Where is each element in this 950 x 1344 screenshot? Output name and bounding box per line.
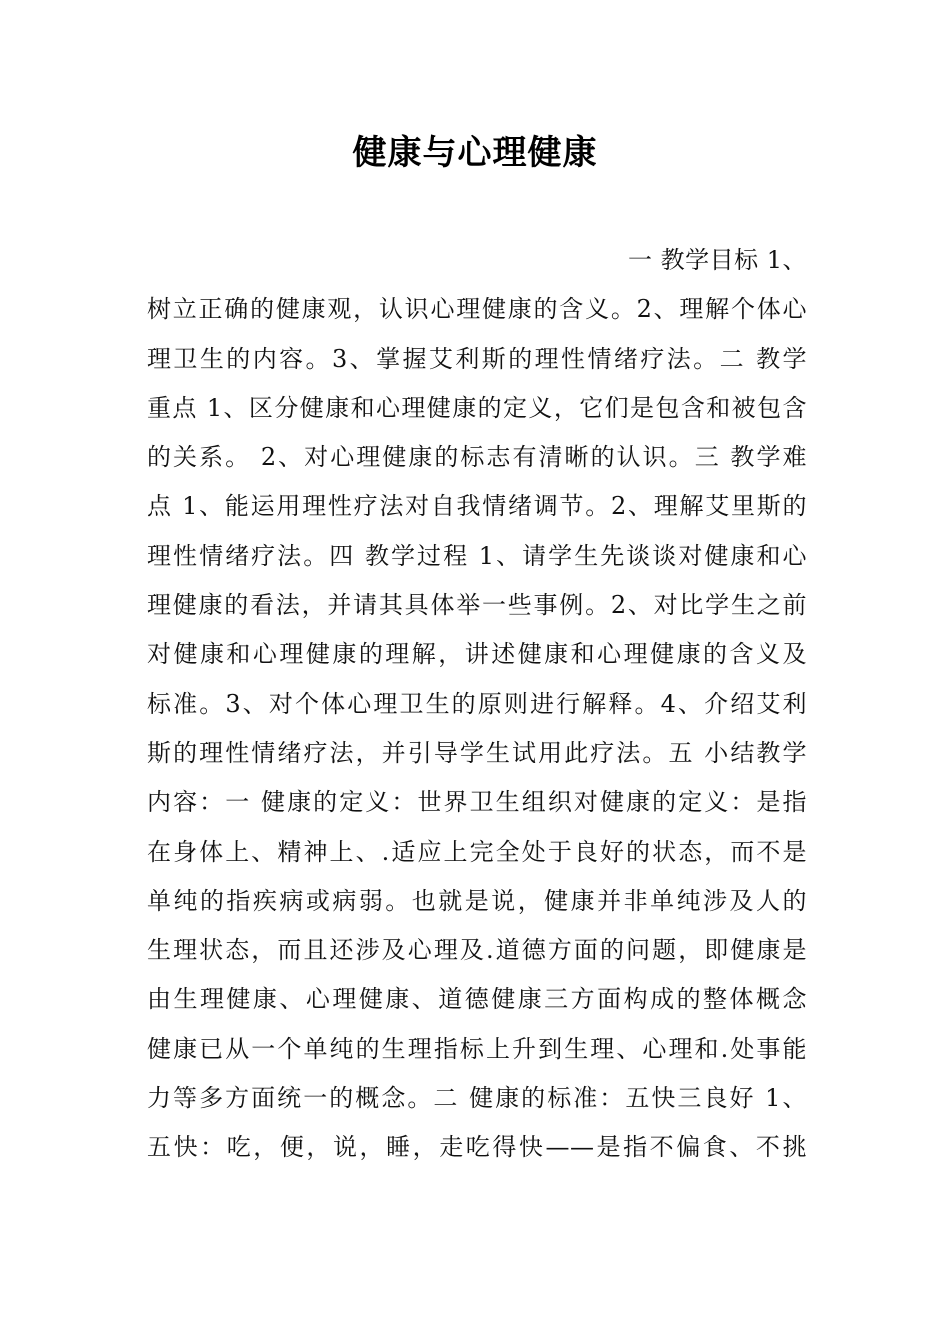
body-line: 健康已从一个单纯的生理指标上升到生理、心理和.处事能 xyxy=(147,1034,807,1063)
body-line: 对健康和心理健康的理解，讲述健康和心理健康的含义及 xyxy=(147,640,807,669)
body-line: 理卫生的内容。3、掌握艾利斯的理性情绪疗法。二 教学 xyxy=(147,344,807,373)
body-line: 重点 1、区分健康和心理健康的定义，它们是包含和被包含 xyxy=(147,393,807,422)
body-line: 由生理健康、心理健康、道德健康三方面构成的整体概念 xyxy=(147,985,807,1014)
body-line: 理健康的看法，并请其具体举一些事例。2、对比学生之前 xyxy=(147,591,807,620)
body-line: 力等多方面统一的概念。二 健康的标准：五快三良好 1、 xyxy=(147,1084,807,1113)
body-line: 标准。3、对个体心理卫生的原则进行解释。4、介绍艾利 xyxy=(147,689,807,718)
body-line: 树立正确的健康观，认识心理健康的含义。2、理解个体心 xyxy=(147,295,807,324)
body-line: 生理状态，而且还涉及心理及.道德方面的问题，即健康是 xyxy=(147,936,807,965)
body-line: 单纯的指疾病或病弱。也就是说，健康并非单纯涉及人的 xyxy=(147,886,807,915)
body-line: 点 1、能运用理性疗法对自我情绪调节。2、理解艾里斯的 xyxy=(147,492,807,521)
body-line: 一 教学目标 1、 xyxy=(627,246,807,274)
body-line: 理性情绪疗法。四 教学过程 1、请学生先谈谈对健康和心 xyxy=(147,541,807,570)
body-line: 的关系。 2、对心理健康的标志有清晰的认识。三 教学难 xyxy=(147,443,807,472)
body-line: 内容：一 健康的定义：世界卫生组织对健康的定义：是指 xyxy=(147,788,807,817)
body-line: 在身体上、精神上、.适应上完全处于良好的状态，而不是 xyxy=(147,837,807,866)
body-line: 五快：吃，便，说，睡，走吃得快——是指不偏食、不挑 xyxy=(147,1133,807,1162)
document-body xyxy=(147,236,807,1173)
document-title: 健康与心理健康 xyxy=(352,133,598,173)
body-line: 斯的理性情绪疗法，并引导学生试用此疗法。五 小结教学 xyxy=(147,738,807,767)
